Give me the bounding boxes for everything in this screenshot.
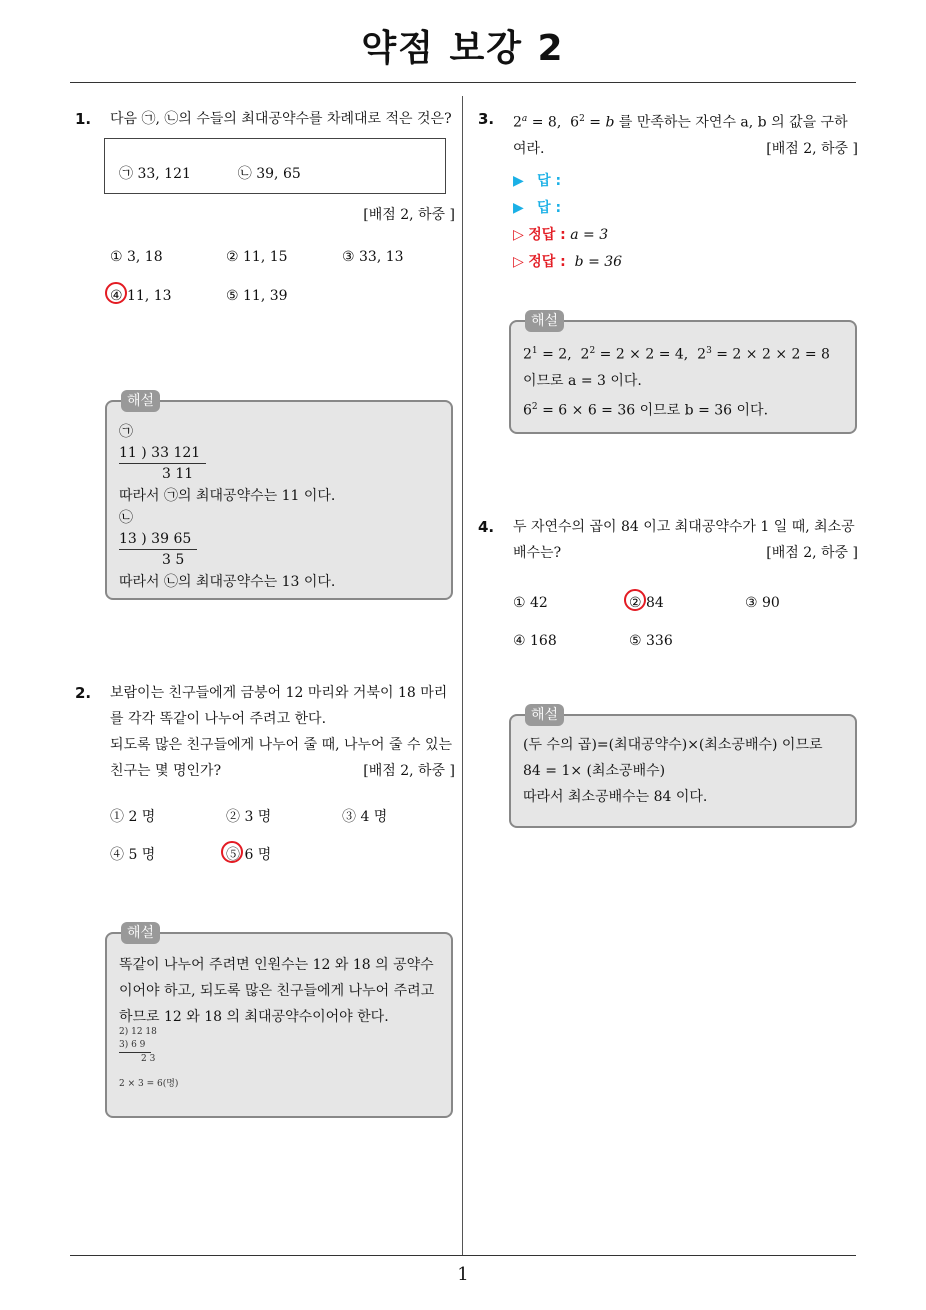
choice-1[interactable]: ① 42: [513, 595, 548, 611]
question-number: 1.: [75, 110, 92, 128]
mark-b: ㉡: [119, 510, 133, 526]
question-1: [75, 106, 455, 324]
solution-tag: 해설: [525, 704, 564, 726]
correct-row-2: [513, 249, 858, 276]
solution-box-3: [509, 313, 857, 434]
column-divider: [462, 96, 463, 1256]
choice-1[interactable]: ① 3, 18: [110, 249, 163, 265]
play-triangle-icon: ▶: [513, 172, 524, 189]
bottom-rule: [70, 1255, 856, 1256]
question-text-2: 되도록 많은 친구들에게 나누어 줄 때, 나누어 줄 수 있는 친구는 몇 명인가?: [110, 737, 453, 779]
solution-line-3: $6^2 = 6 \times 6 = 36$ 이므로 b = 36 이다.: [523, 401, 769, 419]
solution-line-1: $2^1 = 2$, $2^2 = 2 \times 2 = 4$, $2^3 = 2 \times 2 \times 2 = 8$: [523, 346, 830, 363]
given-b: ㉡ 39, 65: [237, 166, 301, 182]
solution-box-1: [105, 393, 453, 600]
division-1: 2) 12 18: [119, 1027, 157, 1037]
page-title: 약점 보강 2: [361, 28, 565, 69]
choice-5[interactable]: ⑤ 336: [629, 633, 673, 649]
answer-label: 답 :: [537, 172, 562, 189]
question-number: 4.: [478, 518, 495, 536]
division-3: 2 3: [141, 1054, 156, 1064]
answer-label: 답 :: [537, 199, 562, 216]
choice-4-label: ④ 11, 13: [110, 288, 172, 304]
division-result: 2 × 3 = 6(명): [119, 1079, 179, 1089]
top-rule: [70, 82, 856, 83]
mark-a: ㉠: [119, 424, 133, 440]
solution-line-3: 따라서 최소공배수는 84 이다.: [523, 789, 708, 805]
question-meta: [배점 2, 하중 ]: [363, 207, 455, 223]
correct-label: 정답 :: [528, 253, 566, 270]
division-a-top: 11 ) 33 121: [119, 443, 206, 464]
solution-line-2: 이므로 a = 3 이다.: [523, 372, 642, 389]
outline-triangle-icon: ▷: [513, 253, 524, 270]
correct-a: a = 3: [570, 226, 609, 243]
selected-answer-circle: [624, 589, 646, 611]
question-3: [478, 106, 858, 276]
question-text: 두 자연수의 곱이 84 이고 최대공약수가 1 일 때, 최소공배수는?: [513, 519, 855, 561]
choice-list: [110, 244, 455, 324]
division-b-top: 13 ) 39 65: [119, 529, 197, 550]
choice-2[interactable]: ② 3 명: [226, 809, 272, 825]
solution-line-2: 84 = 1× (최소공배수): [523, 763, 666, 779]
choice-4[interactable]: [110, 283, 172, 309]
choice-3[interactable]: ③ 90: [745, 595, 780, 611]
correct-label: 정답 :: [528, 226, 566, 243]
conclusion-b: 따라서 ㉡의 최대공약수는 13 이다.: [119, 574, 336, 590]
question-2: [75, 680, 455, 884]
answer-row-1[interactable]: [513, 168, 858, 195]
question-text: $2^a = 8$, $6^2 = b$ 를 만족하는 자연수 a, b 의 값을 구하여라.: [513, 114, 848, 157]
question-4: [478, 514, 858, 670]
answer-row-2[interactable]: [513, 195, 858, 222]
given-a: ㉠ 33, 121: [119, 166, 191, 182]
division-a-bottom: 3 11: [162, 466, 194, 482]
selected-answer-circle: [105, 282, 127, 304]
division-b-bottom: 3 5: [162, 552, 185, 568]
page-number: 1: [457, 1264, 469, 1285]
question-text: 다음 ㉠, ㉡의 수들의 최대공약수를 차례대로 적은 것은?: [110, 111, 452, 127]
choice-5[interactable]: [226, 842, 271, 868]
outline-triangle-icon: ▷: [513, 226, 524, 243]
question-meta: [배점 2, 하중 ]: [766, 545, 858, 561]
choice-3[interactable]: ③ 33, 13: [342, 249, 404, 265]
question-meta: [배점 2, 하중 ]: [363, 763, 455, 779]
choice-3[interactable]: ③ 4 명: [342, 809, 388, 825]
choice-5-label: ⑤ 6 명: [226, 847, 272, 863]
question-number: 2.: [75, 684, 92, 702]
solution-tag: 해설: [525, 310, 564, 332]
division-2: 3) 6 9: [119, 1039, 151, 1053]
solution-tag: 해설: [121, 390, 160, 412]
choice-list: [513, 590, 858, 670]
choice-1[interactable]: ① 2 명: [110, 809, 156, 825]
question-text-suffix: 를 만족하는 자연수 a, b 의 값을 구하여라.: [513, 114, 848, 157]
choice-list: [110, 804, 455, 884]
question-number: 3.: [478, 110, 495, 128]
correct-b: b = 36: [574, 253, 623, 270]
solution-tag: 해설: [121, 922, 160, 944]
question-text: 보람이는 친구들에게 금붕어 12 마리와 거북이 18 마리를 각각 똑같이 나누어 주려고 한다.: [110, 685, 448, 727]
choice-4[interactable]: ④ 168: [513, 633, 557, 649]
solution-box-2: [105, 925, 453, 1118]
question-meta: [배점 2, 하중 ]: [766, 140, 858, 157]
choice-4[interactable]: ④ 5 명: [110, 847, 156, 863]
play-triangle-icon: ▶: [513, 199, 524, 216]
solution-box-4: [509, 707, 857, 828]
choice-2[interactable]: ② 11, 15: [226, 249, 288, 265]
solution-line-1: (두 수의 곱)=(최대공약수)×(최소공배수) 이므로: [523, 737, 823, 753]
solution-text: 똑같이 나누어 주려면 인원수는 12 와 18 의 공약수이어야 하고, 되도록 많은 친구들에게 나누어 주려고 하므로 12 와 18 의 최대공약수이어야 한다.: [119, 957, 435, 1025]
given-box: [104, 138, 446, 194]
choice-2[interactable]: [629, 590, 664, 616]
choice-2-label: ② 84: [629, 595, 664, 611]
conclusion-a: 따라서 ㉠의 최대공약수는 11 이다.: [119, 488, 336, 504]
choice-5[interactable]: ⑤ 11, 39: [226, 288, 288, 304]
selected-answer-circle: [221, 841, 243, 863]
correct-row-1: [513, 222, 858, 249]
